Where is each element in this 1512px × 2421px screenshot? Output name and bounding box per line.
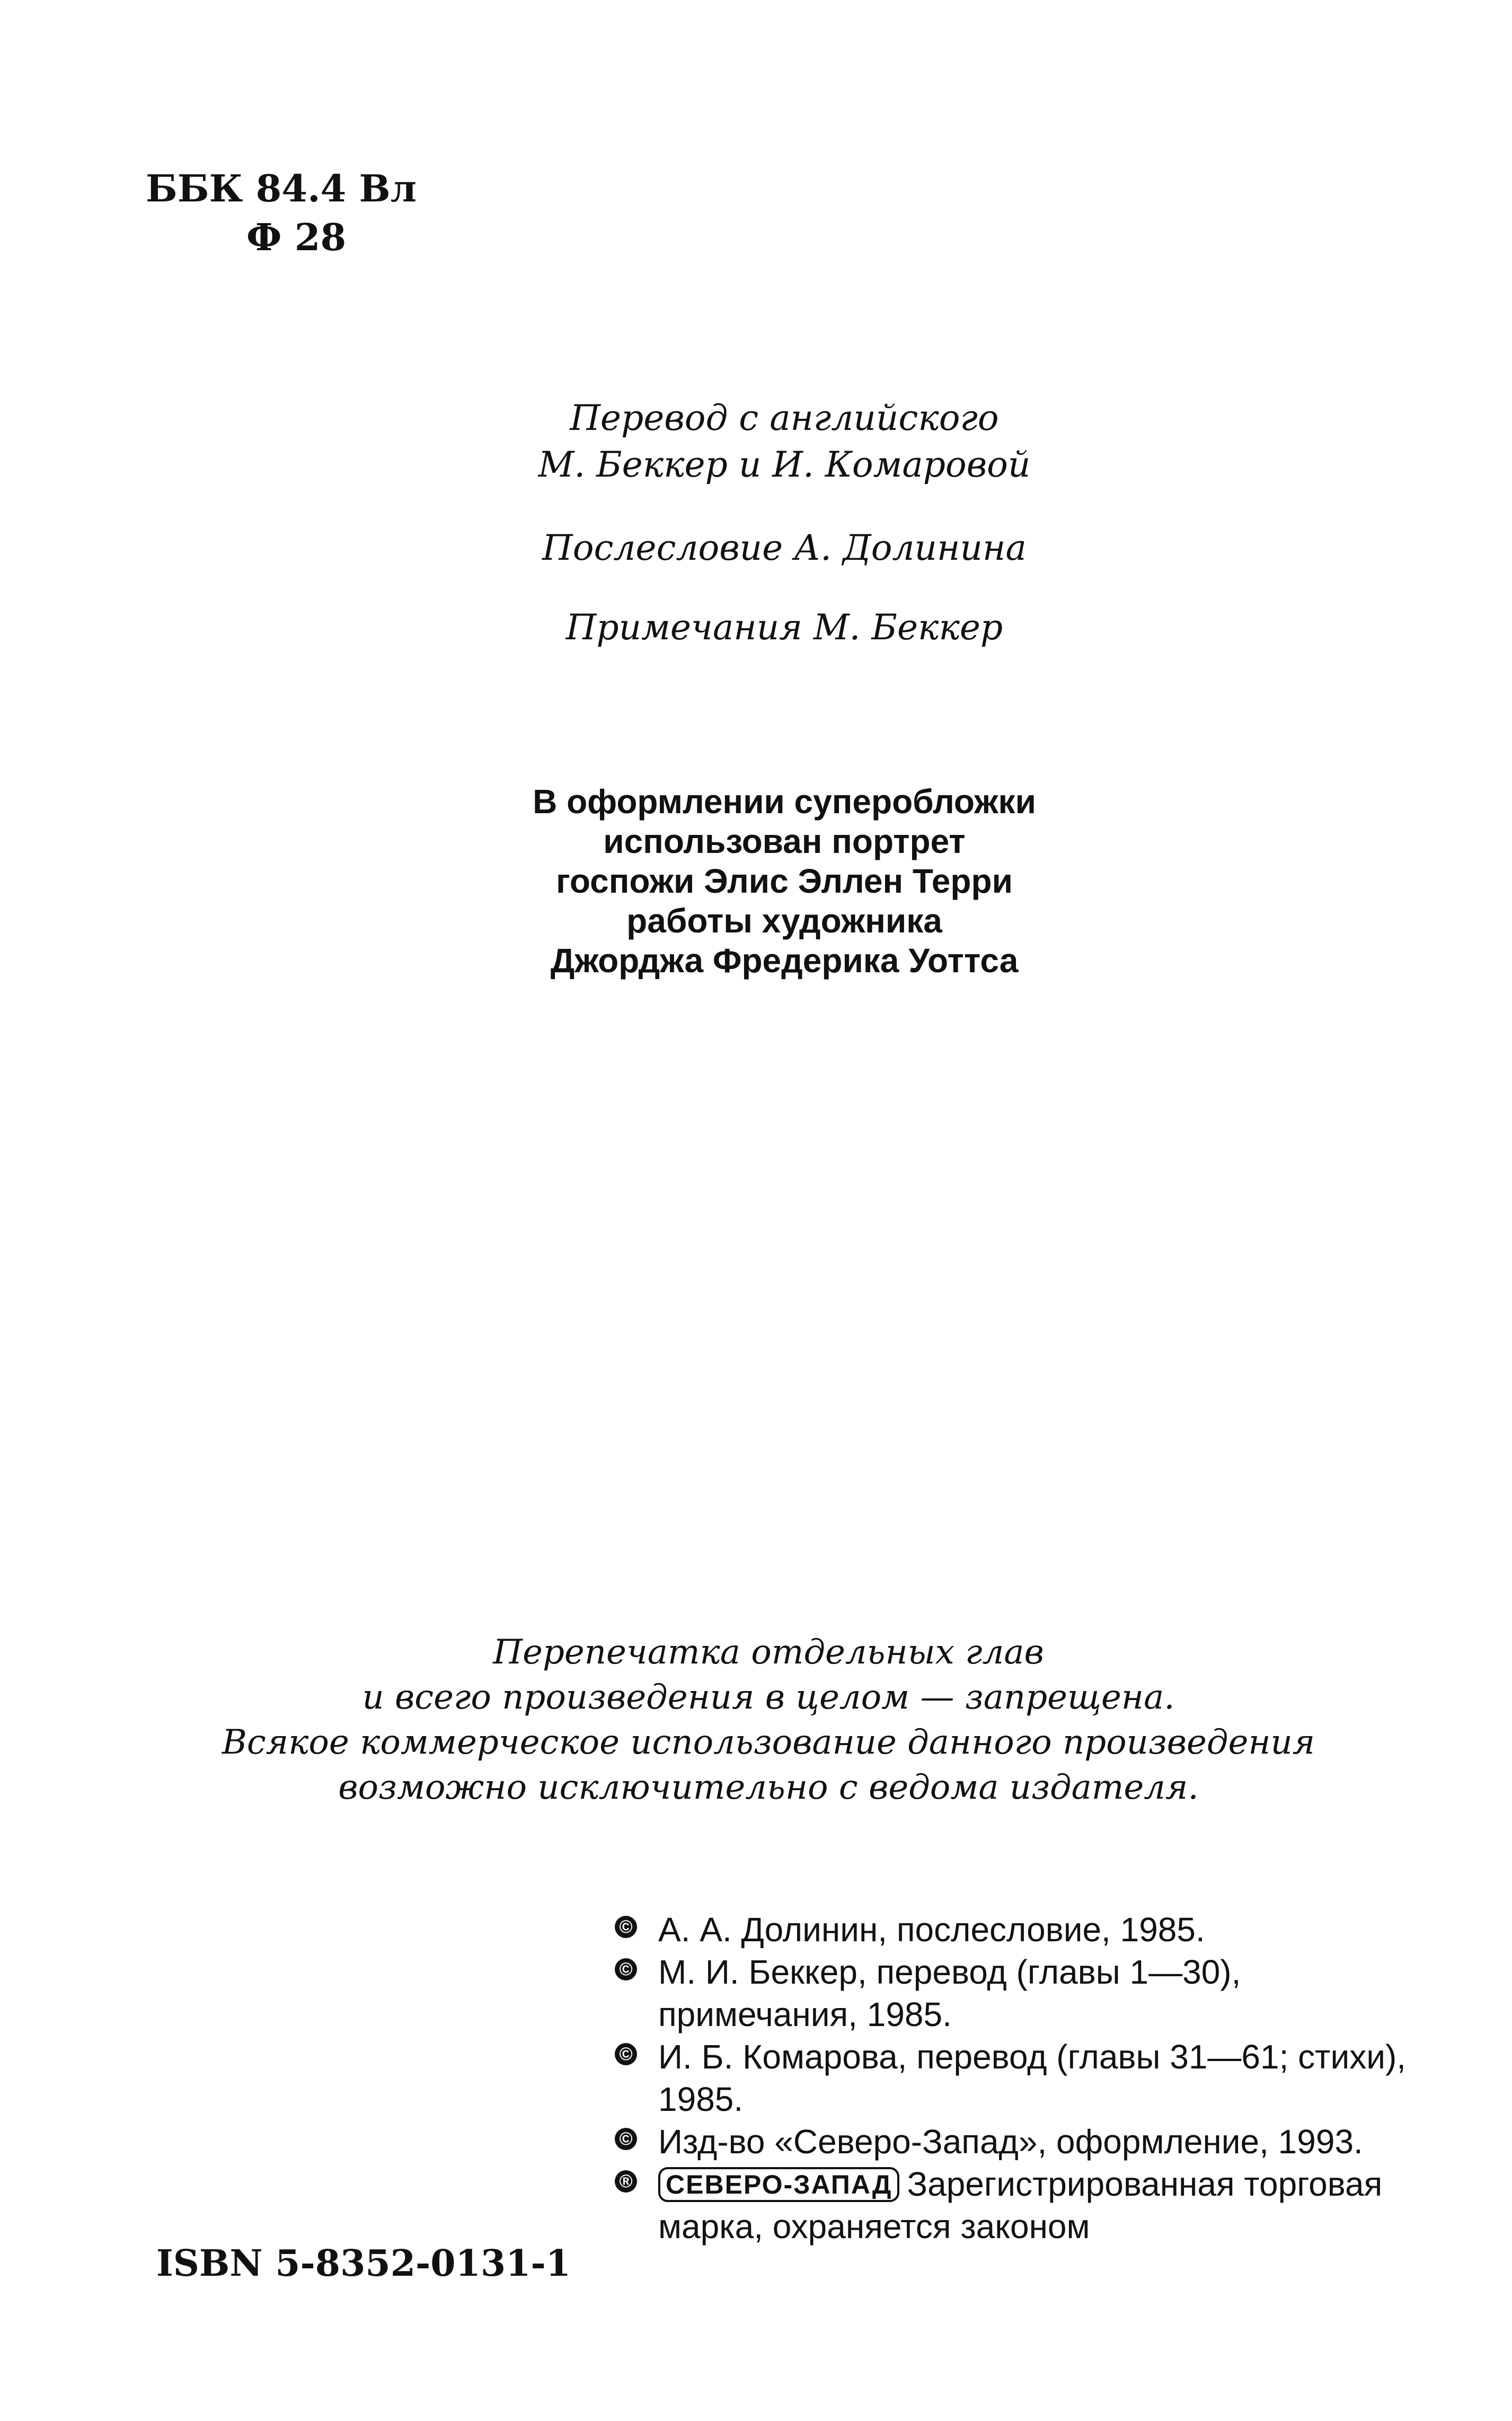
legal-line: Всякое коммерческое использование данного произведения xyxy=(222,1723,1315,1762)
trademark-text: Зарегистрированная торговая марка, охраняется законом xyxy=(658,2165,1383,2246)
copyright-text: А. А. Долинин, послесловие, 1985. xyxy=(658,1911,1205,1949)
translation-line-2: М. Беккер и И. Комаровой xyxy=(538,444,1031,485)
afterword-credit: Послесловие А. Долинина xyxy=(542,527,1027,568)
copyright-icon: © xyxy=(615,2128,637,2150)
cover-line: использован портрет xyxy=(603,822,966,860)
legal-line: Перепечатка отдельных глав xyxy=(493,1633,1044,1672)
isbn: ISBN 5-8352-0131-1 xyxy=(156,2242,571,2285)
copyright-item xyxy=(615,2120,1442,2163)
copyright-item xyxy=(615,2036,1442,2120)
cover-line: Джорджа Фредерика Уоттса xyxy=(550,941,1019,980)
bbk-code: ББК 84.4 Вл xyxy=(146,166,417,210)
notes-credit: Примечания М. Беккер xyxy=(565,607,1003,648)
copyright-icon: © xyxy=(615,2043,637,2065)
translation-line-1: Перевод с английского xyxy=(570,398,999,438)
cover-line: госпожи Элис Эллен Терри xyxy=(556,862,1013,900)
registered-trademark-icon: ® xyxy=(615,2170,637,2193)
copyright-text: М. И. Беккер, перевод (главы 1—30), примечания, 1985. xyxy=(658,1953,1241,2033)
cover-line: В оформлении суперобложки xyxy=(533,782,1036,821)
copyright-icon: © xyxy=(615,1958,637,1980)
cover-line: работы художника xyxy=(626,902,942,940)
copyright-text: И. Б. Комарова, перевод (главы 31—61; стихи), 1985. xyxy=(658,2038,1407,2118)
copyright-item xyxy=(615,1951,1442,2036)
cover-note xyxy=(493,782,1076,981)
bbk-index: Ф 28 xyxy=(246,215,347,259)
copyright-icon: © xyxy=(615,1916,637,1938)
legal-line: возможно исключительно с ведома издателя. xyxy=(338,1768,1199,1807)
publisher-logo: СЕВЕРО-ЗАПАД xyxy=(658,2167,899,2202)
legal-line: и всего произведения в целом — запрещена. xyxy=(362,1678,1175,1717)
trademark-item xyxy=(615,2163,1442,2248)
translation-credit xyxy=(530,395,1039,488)
legal-notice xyxy=(185,1630,1351,1810)
copyright-item xyxy=(615,1908,1442,1951)
bbk-classification xyxy=(146,164,417,262)
copyright-list xyxy=(615,1908,1442,2248)
copyright-text: Изд-во «Северо-Запад», оформление, 1993. xyxy=(658,2123,1363,2161)
